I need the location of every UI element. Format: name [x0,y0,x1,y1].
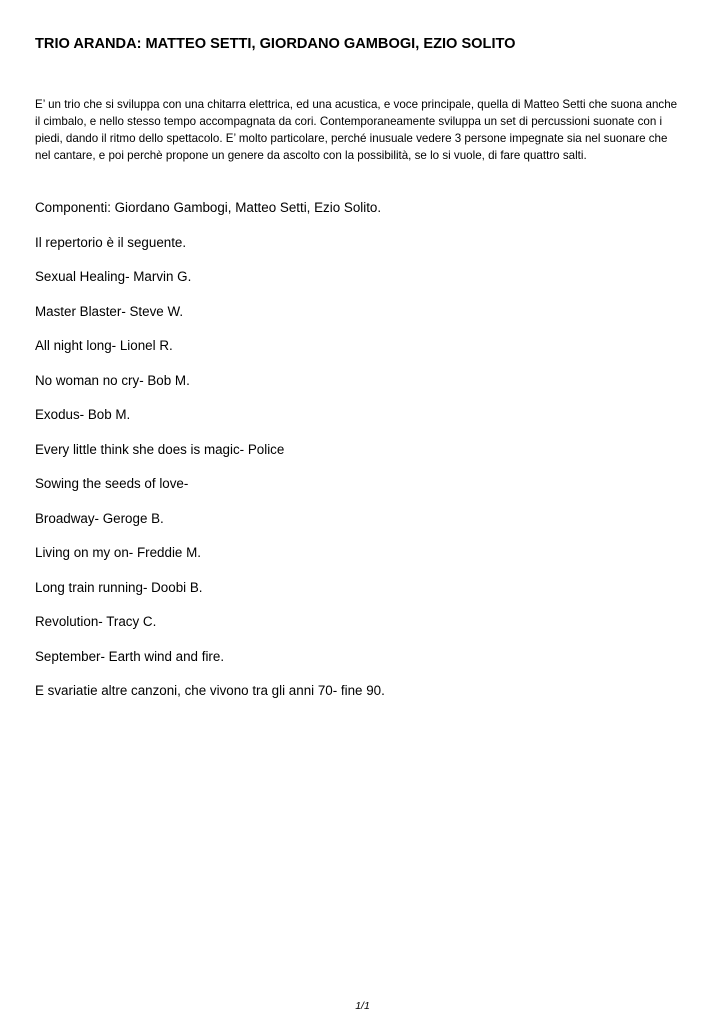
intro-paragraph: E’ un trio che si sviluppa con una chitarra elettrica, ed una acustica, e voce principale, quella di Matteo Setti che suona anche il cimbalo, e nello stesso tempo accompagnata da cori. Contemporaneamente sviluppa un set di percussioni suonate con i piedi, dando il ritmo dello spettacolo. E’ molto particolare, perché inusuale vedere 3 persone impegnate sia nel suonare che nel cantare, e poi perchè propone un genere da ascolto con la possibilità, se lo si vuole, di fare quattro salti. [35,98,678,162]
song-item: Every little think she does is magic- Police [35,442,285,457]
song-item: Sexual Healing- Marvin G. [35,269,192,284]
song-item: Revolution- Tracy C. [35,614,157,629]
song-item: Living on my on- Freddie M. [35,545,201,560]
page-number: 1/1 [355,1000,370,1012]
song-item: No woman no cry- Bob M. [35,373,190,388]
song-item: Long train running- Doobi B. [35,580,203,595]
closing-line: E svariatie altre canzoni, che vivono tra gli anni 70- fine 90. [35,683,385,698]
repertoire-intro: Il repertorio è il seguente. [35,235,187,250]
song-item: Sowing the seeds of love- [35,476,189,491]
song-item: All night long- Lionel R. [35,338,173,353]
song-item: Exodus- Bob M. [35,407,131,422]
song-item: Master Blaster- Steve W. [35,304,184,319]
song-item: September- Earth wind and fire. [35,649,225,664]
page-title: TRIO ARANDA: MATTEO SETTI, GIORDANO GAMBOGI, EZIO SOLITO [35,36,516,52]
components-line: Componenti: Giordano Gambogi, Matteo Setti, Ezio Solito. [35,200,382,215]
song-item: Broadway- Geroge B. [35,511,164,526]
